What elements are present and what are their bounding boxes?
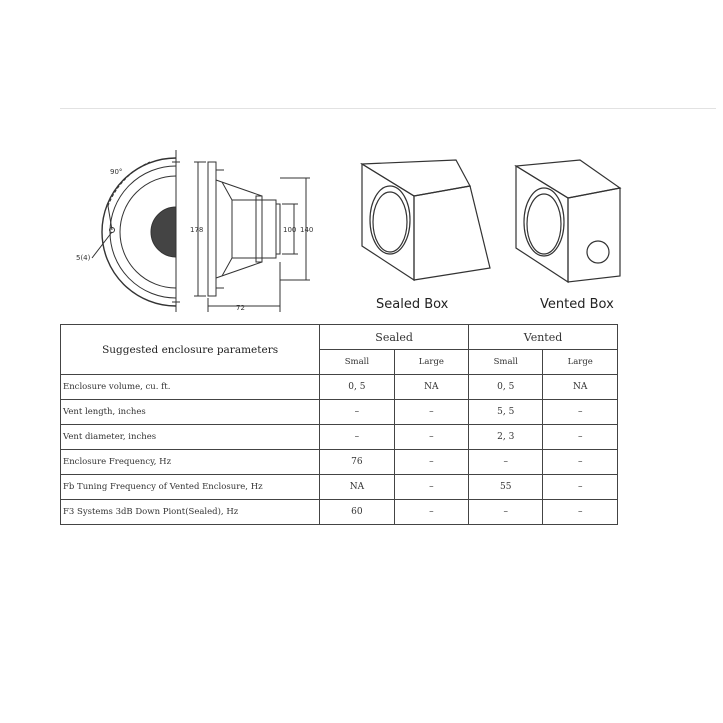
table-cell: –: [543, 450, 618, 475]
table-cell: –: [469, 500, 543, 525]
table-title: Suggested enclosure parameters: [61, 325, 320, 375]
param-label: Fb Tuning Frequency of Vented Enclosure, Hz: [61, 475, 320, 500]
table-cell: 5, 5: [469, 400, 543, 425]
table-cell: 0, 5: [469, 375, 543, 400]
bolt-label: 5(4): [76, 254, 91, 262]
table-cell: –: [543, 500, 618, 525]
subheader-vented-large: Large: [543, 350, 618, 375]
table-row: [61, 500, 618, 525]
table-row: [61, 450, 618, 475]
vented-box-label: Vented Box: [540, 297, 614, 312]
param-label: F3 Systems 3dB Down Piont(Sealed), Hz: [61, 500, 320, 525]
angle-label: 90°: [110, 168, 123, 176]
table-cell: –: [320, 425, 394, 450]
subheader-vented-small: Small: [469, 350, 543, 375]
table-cell: –: [394, 400, 469, 425]
table-cell: –: [543, 475, 618, 500]
subheader-sealed-small: Small: [320, 350, 394, 375]
param-label: Vent diameter, inches: [61, 425, 320, 450]
dim-outer: 140: [300, 226, 314, 234]
table-cell: –: [469, 450, 543, 475]
table-row: [61, 375, 618, 400]
table-header-row: [61, 325, 618, 350]
table-cell: NA: [320, 475, 394, 500]
dim-height: 178: [190, 226, 204, 234]
table-cell: –: [543, 400, 618, 425]
table-row: [61, 475, 618, 500]
dim-inner: 100: [283, 226, 297, 234]
subheader-sealed-large: Large: [394, 350, 469, 375]
table-row: [61, 400, 618, 425]
group-vented: Vented: [469, 325, 618, 350]
dim-depth: 72: [236, 304, 245, 312]
table-cell: 60: [320, 500, 394, 525]
param-label: Enclosure volume, cu. ft.: [61, 375, 320, 400]
param-label: Vent length, inches: [61, 400, 320, 425]
enclosure-parameters-table: [60, 324, 618, 525]
group-sealed: Sealed: [320, 325, 469, 350]
table-cell: –: [394, 500, 469, 525]
table-cell: NA: [394, 375, 469, 400]
table-cell: –: [394, 475, 469, 500]
sealed-box-label: Sealed Box: [376, 297, 449, 312]
param-label: Enclosure Frequency, Hz: [61, 450, 320, 475]
table-cell: 0, 5: [320, 375, 394, 400]
table-cell: –: [543, 425, 618, 450]
table-cell: 76: [320, 450, 394, 475]
table-cell: –: [394, 425, 469, 450]
table-cell: –: [394, 450, 469, 475]
table-cell: –: [320, 400, 394, 425]
table-cell: 2, 3: [469, 425, 543, 450]
table-row: [61, 425, 618, 450]
table-cell: 55: [469, 475, 543, 500]
table-cell: NA: [543, 375, 618, 400]
